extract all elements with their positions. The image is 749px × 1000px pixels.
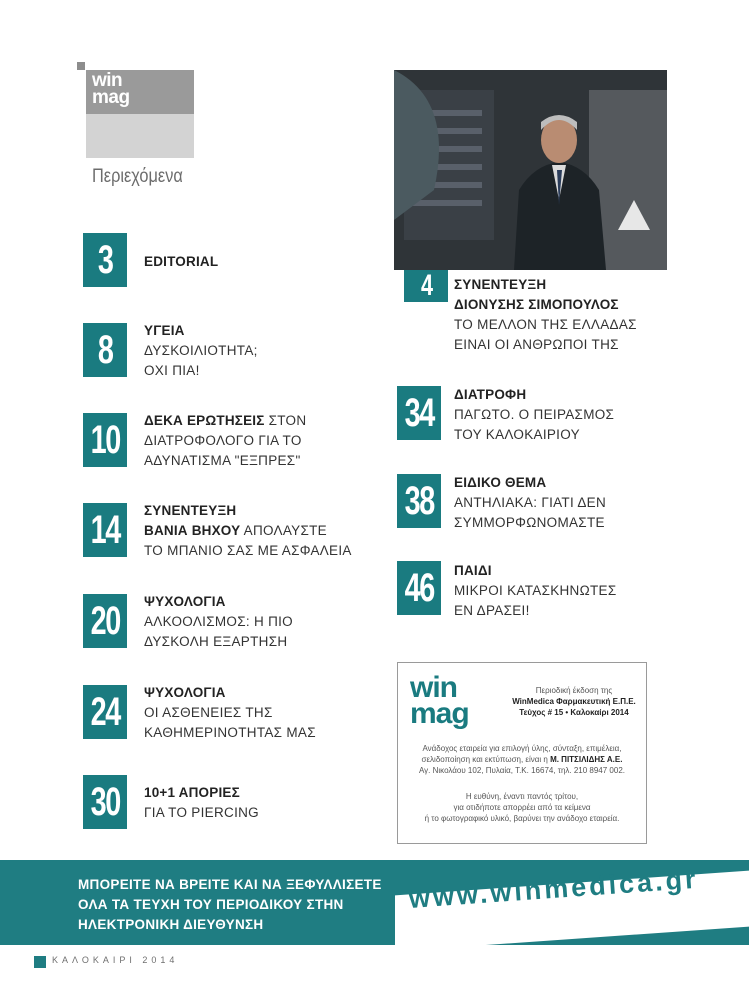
toc-item-14[interactable] [144,501,352,561]
page-number-34: 34 [397,386,441,440]
item-title-line: ΑΔΥΝΑΤΙΣΜΑ "ΕΞΠΡΕΣ" [144,453,301,468]
page-number-14: 14 [83,503,127,557]
publication-info-box [397,662,647,844]
item-title-line: ΔΥΣΚΟΛΗ ΕΞΑΡΤΗΣΗ [144,634,288,649]
photo-illustration [394,70,667,270]
footer-line: ΜΠΟΡΕΙΤΕ ΝΑ ΒΡΕΙΤΕ ΚΑΙ ΝΑ ΞΕΦΥΛΛΙΣΕΤΕ [78,877,382,892]
item-title-line: ΓΙΑ ΤΟ PIERCING [144,805,259,820]
item-category: ΣΥΝΕΝΤΕΥΞΗ [144,503,237,518]
toc-item-34[interactable] [454,385,614,445]
toc-item-24[interactable] [144,683,316,743]
item-title-line: ΟΧΙ ΠΙΑ! [144,363,200,378]
item-category: ΨΥΧΟΛΟΓΙΑ [144,594,226,609]
footer-message [78,875,382,935]
item-title-line: ΕΝ ΔΡΑΣΕΙ! [454,603,530,618]
disclaimer-line: για οτιδήποτε απορρέει από τα κείμενα [453,803,591,812]
item-title-line: ΑΝΤΗΛΙΑΚΑ: ΓΙΑΤΙ ΔΕΝ [454,495,606,510]
interview-photo [394,70,667,270]
page-number-4: 4 [404,270,448,302]
issue-label: ΚΑΛΟΚΑΙΡΙ 2014 [52,955,179,965]
agency-address: Αγ. Νικολάου 102, Πυλαία, Τ.Κ. 16674, τηλ. 210 8947 002. [418,766,625,775]
footer-line: ΟΛΑ ΤΑ ΤΕΥΧΗ ΤΟΥ ΠΕΡΙΟΔΙΚΟΥ ΣΤΗΝ [78,897,344,912]
page-title: Περιεχόμενα [92,166,183,187]
website-link[interactable]: www.winmedica.gr [408,863,700,914]
item-category: ΥΓΕΙΑ [144,323,185,338]
item-category: ΔΕΚΑ ΕΡΩΤΗΣΕΙΣ [144,413,265,428]
page-number-8: 8 [83,323,127,377]
issue-line: Τεύχος # 15 • Καλοκαίρι 2014 [519,708,629,717]
item-title-line: ΚΑΘΗΜΕΡΙΝΟΤΗΤΑΣ ΜΑΣ [144,725,316,740]
page-number-3: 3 [83,233,127,287]
publisher-line: Περιοδική έκδοση της [535,686,613,695]
item-category[interactable]: EDITORIAL [144,254,219,269]
item-category: ΨΥΧΟΛΟΓΙΑ [144,685,226,700]
agency-name: Μ. ΠΙΤΣΙΛΙΔΗΣ Α.Ε. [550,755,623,764]
item-title-line: ΤΟΥ ΚΑΛΟΚΑΙΡΙΟΥ [454,427,580,442]
footer-line: ΗΛΕΚΤΡΟΝΙΚΗ ΔΙΕΥΘΥΝΣΗ [78,917,264,932]
winmag-logo-small [410,671,469,730]
publisher-name: WinMedica Φαρμακευτική Ε.Π.Ε. [512,697,636,706]
item-category: ΠΑΙΔΙ [454,563,492,578]
toc-item-46[interactable] [454,561,617,621]
agency-line: Ανάδοχος εταιρεία για επιλογή ύλης, σύνταξη, επιμέλεια, [422,744,622,753]
item-title-line: ΔΙΑΤΡΟΦΟΛΟΓΟ ΓΙΑ ΤΟ [144,433,302,448]
logo-text-win: win [92,70,123,91]
logo-marker [77,62,85,70]
logo-text-mag: mag [92,87,130,108]
item-subcategory: ΒΑΝΙΑ ΒΗΧΟΥ [144,523,241,538]
toc-item-8[interactable] [144,321,258,381]
item-category: ΔΙΑΤΡΟΦΗ [454,387,527,402]
item-category: ΕΙΔΙΚΟ ΘΕΜΑ [454,475,547,490]
page-number-20: 20 [83,594,127,648]
page-number-10: 10 [83,413,127,467]
item-title-line: ΔΥΣΚΟΙΛΙΟΤΗΤΑ; [144,343,258,358]
disclaimer-line: ή το φωτογραφικό υλικό, βαρύνει την ανάδοχο εταιρεία. [424,814,620,823]
logo-text-mag: mag [410,697,469,730]
winmag-logo [86,70,194,187]
toc-item-4[interactable] [454,275,637,355]
item-title-line: ΕΙΝΑΙ ΟΙ ΑΝΘΡΩΠΟΙ ΤΗΣ [454,337,619,352]
item-category: ΣΥΝΕΝΤΕΥΞΗ [454,277,547,292]
item-title-line: ΟΙ ΑΣΘΕΝΕΙΕΣ ΤΗΣ [144,705,273,720]
logo-text-win: win [410,671,457,704]
disclaimer-line: Η ευθύνη, έναντι παντός τρίτου, [465,792,579,801]
item-title-line: ΣΥΜΜΟΡΦΩΝΟΜΑΣΤΕ [454,515,605,530]
item-subcategory: ΔΙΟΝΥΣΗΣ ΣΙΜΟΠΟΥΛΟΣ [454,297,619,312]
item-title-line: ΠΑΓΩΤΟ. Ο ΠΕΙΡΑΣΜΟΣ [454,407,615,422]
item-title-line: ΑΛΚΟΟΛΙΣΜΟΣ: Η ΠΙΟ [144,614,293,629]
toc-item-38[interactable] [454,473,606,533]
item-category-suffix: ΣΤΟΝ [264,413,307,428]
issue-marker [34,956,46,968]
page-number-38: 38 [397,474,441,528]
page-number-24: 24 [83,685,127,739]
item-title-line: ΤΟ ΜΕΛΛΟΝ ΤΗΣ ΕΛΛΑΔΑΣ [454,317,637,332]
toc-item-30[interactable] [144,783,259,823]
toc-item-10[interactable] [144,411,306,471]
item-title-line: ΤΟ ΜΠΑΝΙΟ ΣΑΣ ΜΕ ΑΣΦΑΛΕΙΑ [144,543,352,558]
item-title-line: ΜΙΚΡΟΙ ΚΑΤΑΣΚΗΝΩΤΕΣ [454,583,617,598]
item-category: 10+1 ΑΠΟΡΙΕΣ [144,785,240,800]
agency-line: σελιδοποίηση και εκτύπωση, είναι η [421,755,548,764]
page-number-46: 46 [397,561,441,615]
toc-item-20[interactable] [144,592,293,652]
page-number-30: 30 [83,775,127,829]
item-subcategory-suffix: ΑΠΟΛΑΥΣΤΕ [240,523,327,538]
